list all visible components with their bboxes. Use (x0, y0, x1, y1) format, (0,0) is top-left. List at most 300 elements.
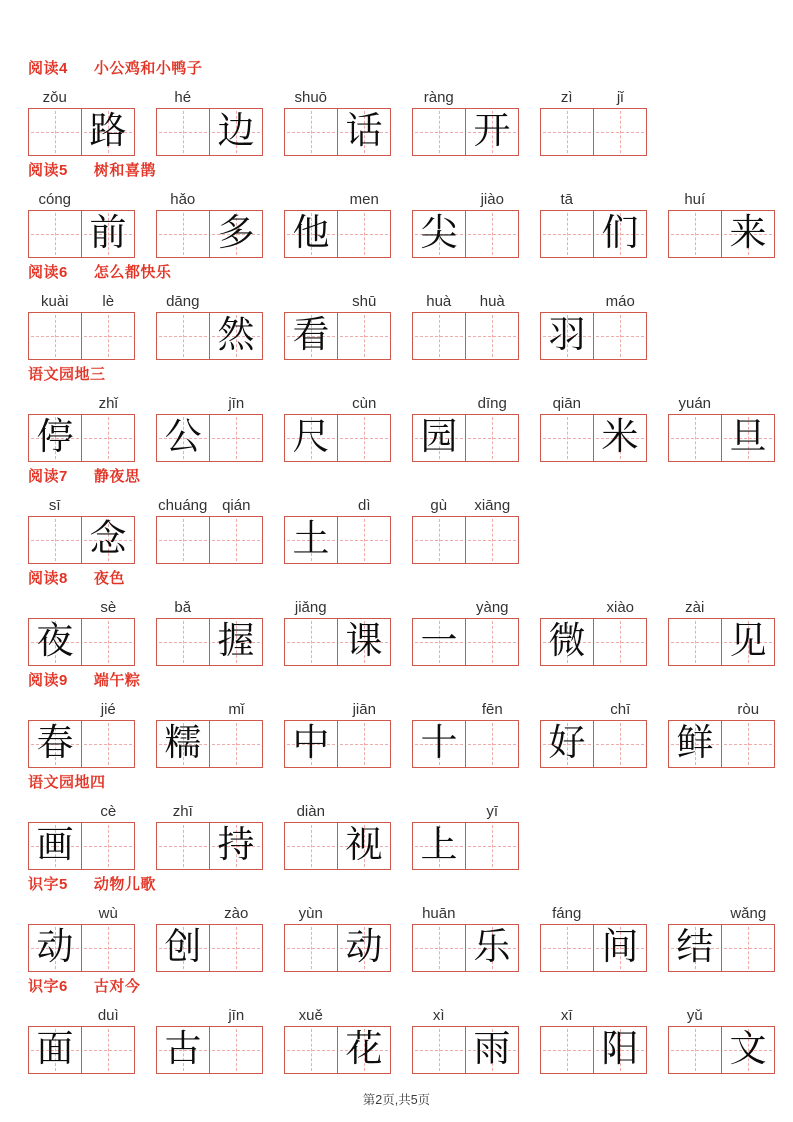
word-pair (412, 495, 519, 564)
pinyin-label: diàn (296, 803, 325, 820)
character (722, 925, 774, 971)
pinyin-row (28, 291, 135, 311)
word-pair (668, 189, 775, 258)
pinyin-label: fēn (481, 701, 503, 718)
section-header (28, 673, 793, 689)
grid-cell-printed (157, 721, 209, 767)
pinyin-label: dīng (477, 395, 507, 412)
grid-pair (28, 210, 135, 258)
word-pair (28, 699, 135, 768)
pinyin-label: cùn (352, 395, 377, 412)
grid-pair (28, 516, 135, 564)
pinyin-label (28, 903, 82, 923)
character (541, 1027, 593, 1073)
character (594, 721, 646, 767)
character (285, 925, 337, 971)
pinyin-label (466, 903, 520, 923)
word-pair (28, 495, 135, 564)
character: 微 (548, 621, 586, 662)
character (338, 415, 390, 461)
pinyin-row (412, 189, 519, 209)
grid-cell-printed (209, 313, 262, 359)
pinyin-row (156, 393, 263, 413)
character: 春 (36, 723, 74, 764)
character (82, 1027, 134, 1073)
pinyin-label (722, 597, 776, 617)
pinyin-label: lè (102, 293, 115, 310)
word-row (28, 189, 793, 258)
grid-cell-blank (285, 619, 337, 665)
grid-cell-blank (541, 1027, 593, 1073)
section-header (28, 61, 793, 77)
grid-cell-blank (81, 823, 134, 869)
grid-cell-printed (593, 925, 646, 971)
word-pair (412, 903, 519, 972)
grid-pair (668, 720, 775, 768)
grid-cell-blank (465, 619, 518, 665)
pinyin-label (284, 189, 338, 209)
word-pair (412, 801, 519, 870)
character: 文 (729, 1029, 767, 1070)
pinyin-label: xī (560, 1007, 573, 1024)
grid-cell-blank (157, 313, 209, 359)
grid-pair (412, 822, 519, 870)
grid-pair (28, 312, 135, 360)
word-pair (284, 903, 391, 972)
pinyin-row (28, 87, 135, 107)
grid-cell-printed (337, 109, 390, 155)
grid-pair (156, 720, 263, 768)
word-pair (156, 1005, 263, 1074)
pinyin-row (668, 699, 775, 719)
pinyin-label (82, 495, 136, 515)
pinyin-label (28, 597, 82, 617)
pinyin-label (28, 801, 82, 821)
pinyin-label: wù (98, 905, 118, 922)
word-pair (540, 699, 647, 768)
pinyin-label: qiān (552, 395, 581, 412)
pinyin-label (284, 495, 338, 515)
pinyin-label: zì (560, 89, 573, 106)
pinyin-label: shuō (294, 89, 328, 106)
word-pair (156, 903, 263, 972)
grid-cell-blank (285, 823, 337, 869)
character (157, 313, 209, 359)
pinyin-row (28, 903, 135, 923)
grid-pair (284, 720, 391, 768)
character (669, 211, 721, 257)
grid-cell-printed (209, 823, 262, 869)
grid-cell-blank (209, 415, 262, 461)
word-pair (156, 291, 263, 360)
character: 动 (36, 927, 74, 968)
grid-cell-printed (29, 415, 81, 461)
grid-pair (412, 312, 519, 360)
character (210, 415, 262, 461)
pinyin-row (284, 801, 391, 821)
word-pair (156, 597, 263, 666)
pinyin-label (594, 189, 648, 209)
pinyin-label: jiào (480, 191, 504, 208)
grid-pair (28, 108, 135, 156)
word-pair (156, 699, 263, 768)
grid-cell-blank (593, 313, 646, 359)
grid-cell-printed (593, 211, 646, 257)
grid-cell-printed (541, 721, 593, 767)
section-label: 阅读6 (28, 264, 68, 281)
grid-cell-blank (285, 925, 337, 971)
character: 间 (601, 927, 639, 968)
pinyin-row (28, 393, 135, 413)
pinyin-label (210, 801, 264, 821)
grid-cell-printed (413, 211, 465, 257)
grid-pair (156, 618, 263, 666)
pinyin-label: jīn (228, 1007, 245, 1024)
word-pair (28, 801, 135, 870)
grid-pair (540, 618, 647, 666)
pinyin-label: jiǎng (294, 599, 327, 616)
character: 花 (345, 1029, 383, 1070)
word-pair (284, 495, 391, 564)
grid-pair (540, 210, 647, 258)
pinyin-label (412, 597, 466, 617)
section-label: 阅读4 (28, 60, 68, 77)
grid-cell-blank (29, 517, 81, 563)
pinyin-label: dāng (166, 293, 200, 310)
pinyin-row (284, 495, 391, 515)
grid-cell-printed (81, 517, 134, 563)
grid-cell-printed (465, 1027, 518, 1073)
grid-cell-printed (337, 1027, 390, 1073)
grid-pair (284, 312, 391, 360)
grid-pair (284, 1026, 391, 1074)
pinyin-label: zǒu (42, 89, 67, 106)
pinyin-row (412, 291, 519, 311)
section-label: 阅读9 (28, 672, 68, 689)
pinyin-row (28, 699, 135, 719)
grid-cell-blank (337, 517, 390, 563)
word-pair (412, 393, 519, 462)
grid-cell-printed (337, 619, 390, 665)
pinyin-label (722, 189, 776, 209)
grid-cell-printed (209, 619, 262, 665)
pinyin-row (540, 699, 647, 719)
character: 边 (217, 111, 255, 152)
grid-pair (412, 108, 519, 156)
pinyin-row (156, 495, 263, 515)
pinyin-label (722, 1005, 776, 1025)
character (82, 415, 134, 461)
grid-pair (540, 1026, 647, 1074)
grid-cell-blank (81, 1027, 134, 1073)
character (413, 313, 465, 359)
grid-cell-printed (209, 109, 262, 155)
pinyin-label (284, 393, 338, 413)
grid-pair (668, 1026, 775, 1074)
pinyin-label: duì (97, 1007, 119, 1024)
grid-pair (540, 414, 647, 462)
character: 旦 (729, 417, 767, 458)
grid-cell-blank (721, 721, 774, 767)
pinyin-label: men (349, 191, 379, 208)
pinyin-row (668, 903, 775, 923)
pinyin-label (28, 393, 82, 413)
section-label: 识字6 (28, 978, 68, 995)
pinyin-row (28, 1005, 135, 1025)
pinyin-label: jīn (228, 395, 245, 412)
grid-cell-printed (541, 313, 593, 359)
grid-cell-blank (593, 109, 646, 155)
pinyin-label (82, 189, 136, 209)
word-pair (156, 495, 263, 564)
pinyin-row (156, 801, 263, 821)
character (157, 517, 209, 563)
section-header (28, 877, 793, 893)
grid-cell-printed (465, 109, 518, 155)
grid-cell-blank (157, 619, 209, 665)
character: 尺 (292, 417, 330, 458)
character (466, 823, 518, 869)
character (594, 109, 646, 155)
pinyin-label (668, 903, 722, 923)
pinyin-label: zhǐ (98, 395, 118, 412)
character (466, 415, 518, 461)
word-pair (284, 87, 391, 156)
word-pair (412, 1005, 519, 1074)
word-pair (668, 1005, 775, 1074)
word-row (28, 291, 793, 360)
worksheet-section (28, 571, 793, 666)
character (541, 925, 593, 971)
worksheet-section (28, 877, 793, 972)
pinyin-row (668, 597, 775, 617)
grid-cell-printed (721, 1027, 774, 1073)
pinyin-label (466, 87, 520, 107)
grid-cell-blank (157, 823, 209, 869)
worksheet-section (28, 469, 793, 564)
character: 米 (601, 417, 639, 458)
grid-pair (156, 1026, 263, 1074)
pinyin-label: hǎo (170, 191, 196, 208)
pinyin-label: bǎ (174, 599, 192, 616)
character (594, 313, 646, 359)
pinyin-label: gù (430, 497, 448, 514)
pinyin-label (412, 189, 466, 209)
pinyin-row (540, 1005, 647, 1025)
section-title: 夜色 (93, 570, 125, 587)
section-title: 怎么都快乐 (93, 264, 172, 281)
character (82, 313, 134, 359)
grid-cell-blank (337, 211, 390, 257)
pinyin-label: chuáng (158, 497, 208, 514)
word-pair (284, 189, 391, 258)
pinyin-row (284, 393, 391, 413)
grid-cell-printed (337, 925, 390, 971)
grid-cell-printed (541, 619, 593, 665)
character (29, 211, 81, 257)
word-row (28, 903, 793, 972)
grid-pair (412, 618, 519, 666)
grid-cell-blank (285, 109, 337, 155)
grid-pair (540, 924, 647, 972)
grid-cell-printed (285, 313, 337, 359)
character (157, 823, 209, 869)
worksheet-section (28, 61, 793, 156)
pinyin-row (284, 291, 391, 311)
word-pair (668, 699, 775, 768)
word-pair (412, 597, 519, 666)
character: 阳 (601, 1029, 639, 1070)
grid-cell-printed (413, 619, 465, 665)
character (82, 823, 134, 869)
character: 糯 (164, 723, 202, 764)
character (157, 619, 209, 665)
word-pair (284, 291, 391, 360)
character: 夜 (36, 621, 74, 662)
section-label: 语文园地四 (28, 774, 106, 791)
word-pair (284, 1005, 391, 1074)
pinyin-row (28, 597, 135, 617)
grid-pair (412, 720, 519, 768)
grid-cell-blank (593, 721, 646, 767)
grid-pair (28, 414, 135, 462)
pinyin-row (412, 903, 519, 923)
grid-cell-blank (209, 925, 262, 971)
word-pair (668, 393, 775, 462)
pinyin-label (156, 393, 210, 413)
grid-cell-blank (465, 823, 518, 869)
pinyin-row (28, 189, 135, 209)
word-row (28, 1005, 793, 1074)
character: 雨 (473, 1029, 511, 1070)
character (466, 313, 518, 359)
pinyin-row (156, 87, 263, 107)
character (413, 925, 465, 971)
character: 他 (292, 213, 330, 254)
character: 课 (345, 621, 383, 662)
worksheet-section (28, 367, 793, 462)
grid-cell-printed (29, 619, 81, 665)
pinyin-label (338, 801, 392, 821)
grid-cell-printed (413, 823, 465, 869)
grid-pair (28, 720, 135, 768)
section-header (28, 163, 793, 179)
word-pair (540, 291, 647, 360)
pinyin-label (412, 801, 466, 821)
character: 结 (676, 927, 714, 968)
character: 持 (217, 825, 255, 866)
section-title: 古对今 (93, 978, 141, 995)
grid-cell-blank (669, 211, 721, 257)
grid-cell-printed (81, 211, 134, 257)
grid-cell-blank (337, 313, 390, 359)
character (413, 1027, 465, 1073)
character: 见 (729, 621, 767, 662)
section-header (28, 775, 793, 791)
grid-pair (28, 618, 135, 666)
grid-pair (156, 516, 263, 564)
grid-cell-printed (721, 211, 774, 257)
word-pair (156, 189, 263, 258)
pinyin-label: yǔ (686, 1007, 703, 1024)
grid-cell-blank (29, 109, 81, 155)
grid-cell-blank (541, 415, 593, 461)
grid-pair (284, 210, 391, 258)
pinyin-label (156, 903, 210, 923)
character (541, 109, 593, 155)
grid-cell-printed (209, 211, 262, 257)
pinyin-row (284, 87, 391, 107)
word-pair (540, 903, 647, 972)
pinyin-label: xiāng (474, 497, 511, 514)
pinyin-row (412, 1005, 519, 1025)
pinyin-label (540, 699, 594, 719)
character: 土 (292, 519, 330, 560)
pinyin-row (156, 699, 263, 719)
pinyin-label: xiào (606, 599, 635, 616)
pinyin-label (412, 699, 466, 719)
character: 看 (292, 315, 330, 356)
pinyin-label: jiān (352, 701, 376, 718)
grid-cell-printed (285, 211, 337, 257)
worksheet-section (28, 163, 793, 258)
word-pair (28, 597, 135, 666)
pinyin-row (156, 1005, 263, 1025)
character: 多 (217, 213, 255, 254)
word-pair (28, 291, 135, 360)
pinyin-label: huà (479, 293, 505, 310)
pinyin-label: sī (48, 497, 61, 514)
character (338, 721, 390, 767)
section-title: 小公鸡和小鸭子 (93, 60, 203, 77)
pinyin-label (210, 597, 264, 617)
grid-cell-blank (465, 415, 518, 461)
grid-cell-blank (29, 211, 81, 257)
grid-cell-printed (721, 415, 774, 461)
character: 乐 (473, 927, 511, 968)
grid-cell-printed (29, 925, 81, 971)
grid-cell-blank (541, 109, 593, 155)
pinyin-row (412, 801, 519, 821)
character: 路 (89, 111, 127, 152)
character (541, 211, 593, 257)
pinyin-label: kuài (40, 293, 69, 310)
character: 创 (164, 927, 202, 968)
character: 中 (292, 723, 330, 764)
pinyin-label: huà (426, 293, 452, 310)
grid-cell-printed (157, 415, 209, 461)
word-pair (540, 1005, 647, 1074)
pinyin-label: cóng (38, 191, 72, 208)
character (29, 313, 81, 359)
pinyin-label (338, 87, 392, 107)
character (210, 925, 262, 971)
grid-pair (284, 516, 391, 564)
grid-cell-blank (81, 415, 134, 461)
worksheet-section (28, 265, 793, 360)
grid-pair (412, 414, 519, 462)
pinyin-row (540, 903, 647, 923)
pinyin-label: yī (486, 803, 499, 820)
section-header (28, 979, 793, 995)
pinyin-label: xuě (298, 1007, 323, 1024)
pinyin-label: tā (560, 191, 573, 208)
grid-cell-printed (29, 1027, 81, 1073)
grid-cell-blank (285, 1027, 337, 1073)
character: 们 (601, 213, 639, 254)
pinyin-label: jié (100, 701, 116, 718)
word-pair (412, 699, 519, 768)
